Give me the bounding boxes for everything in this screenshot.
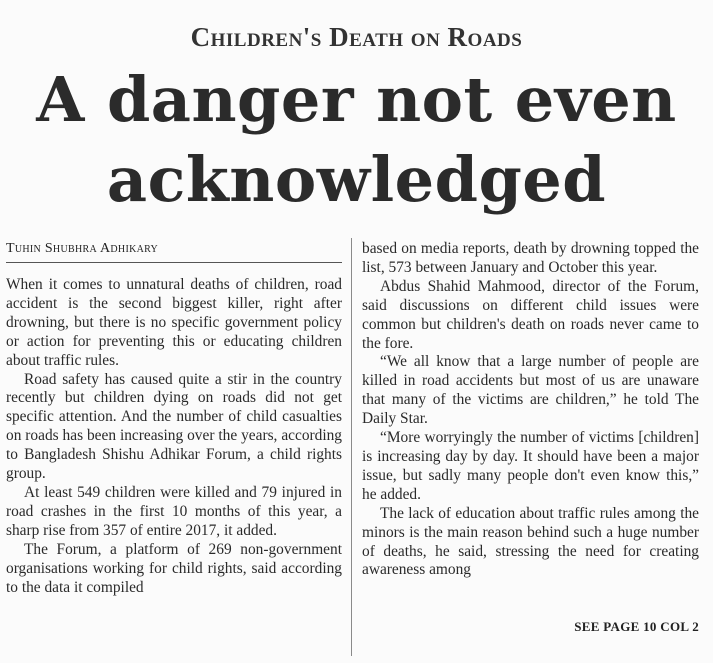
- paragraph: Road safety has caused quite a stir in the country recently but children dying on roads did not get specific attention. And the number of child casualties on roads has been increasing over the years, according to Bangladesh Shishu Adhikar Forum, a child rights group.: [6, 370, 342, 483]
- paragraph: The Forum, a platform of 269 non-government organisations working for child rights, said according to the data it compiled: [6, 540, 342, 596]
- paragraph: When it comes to unnatural deaths of children, road accident is the second biggest killer, right after drowning, but there is no specific government policy or action for preventing this or educating children about traffic rules.: [6, 276, 342, 369]
- article-column-2: [362, 240, 699, 580]
- byline: Tuhin Shubhra Adhikary: [6, 241, 159, 256]
- paragraph: “More worryingly the number of victims [children] is increasing day by day. It should have been a major issue, but sadly many people don't even know this,” he added.: [362, 429, 699, 503]
- paragraph: At least 549 children were killed and 79 injured in road crashes in the first 10 months of this year, a sharp rise from 357 of entire 2017, it added.: [6, 483, 342, 539]
- section-kicker: Children's Death on Roads: [190, 22, 523, 52]
- column-rule: [351, 238, 352, 656]
- continuation-jump[interactable]: SEE PAGE 10 COL 2: [574, 619, 699, 634]
- headline: A danger not even acknowledged: [36, 63, 677, 216]
- article-column-1: [6, 276, 342, 597]
- paragraph: Abdus Shahid Mahmood, director of the Forum, said discussions on different child issues were common but children's death on roads never came to the fore.: [362, 277, 699, 352]
- paragraph: based on media reports, death by drowning topped the list, 573 between January and October this year.: [362, 240, 699, 276]
- paragraph: “We all know that a large number of people are killed in road accidents but most of us are unaware that many of the victims are children,” he told The Daily Star.: [362, 353, 699, 428]
- paragraph: The lack of education about traffic rules among the minors is the main reason behind such a huge number of deaths, he said, stressing the need for creating awareness among: [362, 504, 699, 579]
- byline-rule: [6, 262, 342, 263]
